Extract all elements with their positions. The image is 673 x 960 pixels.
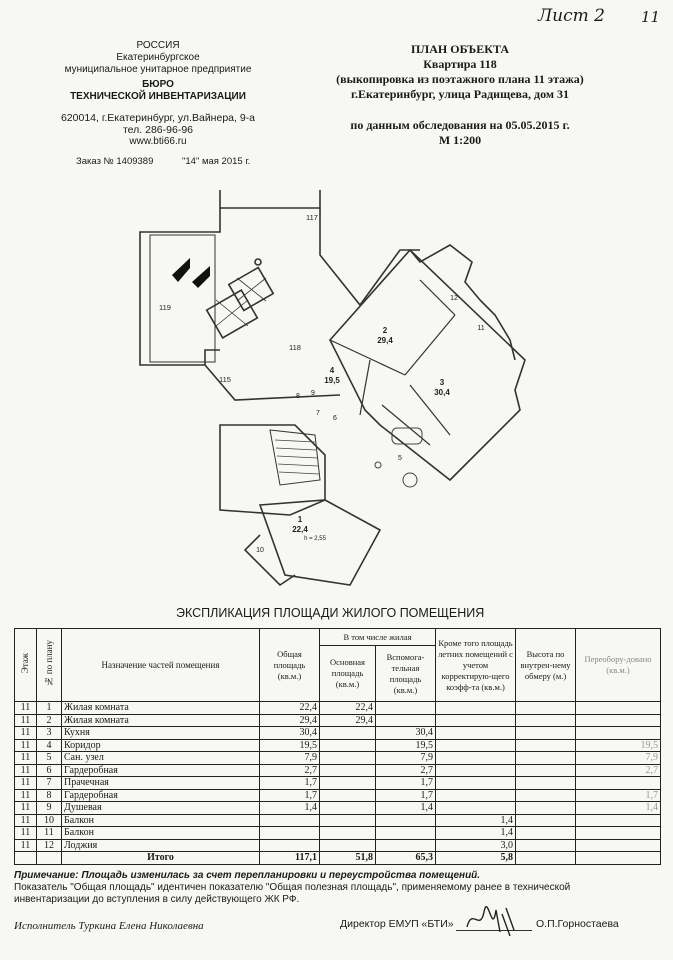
- room-9-label: 9: [311, 390, 315, 397]
- room-2-number: 2: [382, 326, 388, 335]
- stair-treads: [275, 440, 319, 474]
- cell-plan-num: 12: [37, 839, 62, 852]
- explication-title: ЭКСПЛИКАЦИЯ ПЛОЩАДИ ЖИЛОГО ПОМЕЩЕНИЯ: [176, 606, 485, 620]
- cell-floor: 11: [15, 714, 37, 727]
- header-aux: Вспомога-тельная площадь (кв.м.): [376, 646, 436, 702]
- cell-plan-num: 5: [37, 752, 62, 765]
- cell-floor: 11: [15, 764, 37, 777]
- total-area: 117,1: [260, 852, 320, 865]
- plan-source: (выкопировка из поэтажного плана 11 этажа): [336, 72, 584, 86]
- table-row: [15, 752, 661, 765]
- room-118-label: 118: [289, 343, 301, 352]
- header-except: Кроме того площадь летних помещений с учетом корректирую-щего коэфф-та (кв.м.): [436, 629, 516, 702]
- cell-except: 1,4: [436, 827, 516, 840]
- shower-icon: [403, 473, 417, 487]
- balcony-outline: [480, 300, 515, 360]
- room-3-area: 30,4: [434, 388, 450, 397]
- cell-purpose: Балкон: [62, 827, 260, 840]
- page-number: 11: [641, 8, 661, 26]
- cell-floor: 11: [15, 814, 37, 827]
- bathtub-icon: [392, 428, 422, 444]
- org-city: Екатеринбургское: [116, 52, 200, 63]
- cell-floor: 11: [15, 839, 37, 852]
- cell-except: 3,0: [436, 839, 516, 852]
- org-name-2: ТЕХНИЧЕСКОЙ ИНВЕНТАРИЗАЦИИ: [70, 91, 246, 102]
- header-main: Основная площадь (кв.м.): [320, 646, 376, 702]
- table-row: [15, 727, 661, 740]
- cell-height: [516, 827, 576, 840]
- wall-outline: [140, 208, 220, 365]
- room-119-label: 119: [159, 303, 171, 312]
- cell-purpose: Коридор: [62, 739, 260, 752]
- footer-text-2: инвентаризации до вступления в силу действующего ЖК РФ.: [14, 894, 300, 905]
- cell-rebuilt: 1,7: [576, 789, 661, 802]
- cell-main: [320, 839, 376, 852]
- apartment-outline: [330, 250, 525, 480]
- plan-scale: М 1:200: [438, 133, 482, 147]
- sink-icon: [375, 462, 381, 468]
- cell-floor: 11: [15, 702, 37, 715]
- cell-plan-num: 4: [37, 739, 62, 752]
- cell-except: [436, 777, 516, 790]
- table-row: [15, 714, 661, 727]
- cell-main: [320, 789, 376, 802]
- cell-purpose: Лоджия: [62, 839, 260, 852]
- table-row: [15, 702, 661, 715]
- table-row: [15, 839, 661, 852]
- cell-total: [260, 839, 320, 852]
- cell-rebuilt: [576, 714, 661, 727]
- cell-floor: 11: [15, 827, 37, 840]
- room-1-area: 22,4: [292, 525, 308, 534]
- total-label: Итого: [62, 852, 260, 865]
- cell-rebuilt: 7,9: [576, 752, 661, 765]
- total-aux: 65,3: [376, 852, 436, 865]
- cell-total: 2,7: [260, 764, 320, 777]
- cell-except: [436, 739, 516, 752]
- cell-aux: [376, 839, 436, 852]
- cell-total: [260, 814, 320, 827]
- cell-main: [320, 802, 376, 815]
- org-address: 620014, г.Екатеринбург, ул.Вайнера, 9-а: [60, 112, 256, 124]
- cell-plan-num: 6: [37, 764, 62, 777]
- cell-except: [436, 789, 516, 802]
- shaft-marker: [255, 259, 261, 265]
- cell-except: [436, 702, 516, 715]
- room-3-number: 3: [439, 378, 445, 387]
- cell-plan-num: 11: [37, 827, 62, 840]
- cell-aux: 19,5: [376, 739, 436, 752]
- cell-total: 1,4: [260, 802, 320, 815]
- cell-height: [516, 802, 576, 815]
- cell-main: 22,4: [320, 702, 376, 715]
- cell-height: [516, 714, 576, 727]
- cell-rebuilt: 2,7: [576, 764, 661, 777]
- cell-purpose: Жилая комната: [62, 702, 260, 715]
- cell-rebuilt: [576, 814, 661, 827]
- cell-plan-num: 10: [37, 814, 62, 827]
- header-total: Общая площадь (кв.м.): [260, 629, 320, 702]
- partition: [360, 360, 370, 415]
- plan-header: [300, 42, 620, 148]
- cell-plan-num: 2: [37, 714, 62, 727]
- header-purpose: Назначение частей помещения: [62, 629, 260, 702]
- cell-height: [516, 839, 576, 852]
- cell-plan-num: 3: [37, 727, 62, 740]
- org-phone: тел. 286-96-96: [122, 124, 193, 136]
- cell-purpose: Кухня: [62, 727, 260, 740]
- header-plan-num: № по плану: [37, 629, 62, 702]
- table-row: [15, 802, 661, 815]
- cell-main: [320, 739, 376, 752]
- header-rebuilt: Переобору-довано (кв.м.): [576, 629, 661, 702]
- cell-floor: 11: [15, 802, 37, 815]
- org-site: www.bti66.ru: [129, 136, 187, 147]
- room-5-label: 5: [398, 455, 402, 462]
- room-1-height: h = 2,55: [304, 536, 326, 542]
- cell-main: 29,4: [320, 714, 376, 727]
- cell-height: [516, 739, 576, 752]
- cell-total: 1,7: [260, 789, 320, 802]
- cell-height: [516, 814, 576, 827]
- cell-main: [320, 814, 376, 827]
- partition: [382, 405, 430, 445]
- cell-floor: 11: [15, 789, 37, 802]
- cell-purpose: Гардеробная: [62, 789, 260, 802]
- floor-plan-drawing: [120, 190, 540, 590]
- cell-rebuilt: [576, 727, 661, 740]
- cell-rebuilt: 1,4: [576, 802, 661, 815]
- loggia-outline: [410, 245, 480, 300]
- order-date: "14" мая 2015 г.: [182, 156, 251, 167]
- cell-purpose: Гардеробная: [62, 764, 260, 777]
- signer-name: О.П.Горностаева: [536, 918, 619, 930]
- cell-rebuilt: 19,5: [576, 739, 661, 752]
- total-except: 5,8: [436, 852, 516, 865]
- room-11-label: 11: [477, 325, 485, 332]
- header-floor: Этаж: [15, 629, 37, 702]
- director-label: Директор ЕМУП «БТИ»: [340, 918, 454, 930]
- cell-total: [260, 827, 320, 840]
- cell-height: [516, 702, 576, 715]
- cell-height: [516, 764, 576, 777]
- cell-except: [436, 714, 516, 727]
- cell-purpose: Душевая: [62, 802, 260, 815]
- cell-main: [320, 764, 376, 777]
- cell-aux: 2,7: [376, 764, 436, 777]
- footer-text-1: Показатель "Общая площадь" идентичен показателю "Общая полезная площадь", применяемому ранее в технической: [14, 882, 571, 893]
- room-7-label: 7: [316, 410, 320, 417]
- cell-main: [320, 752, 376, 765]
- executor: Исполнитель Туркина Елена Николаевна: [14, 920, 204, 932]
- signature-scribble: [462, 902, 522, 942]
- cell-floor: 11: [15, 752, 37, 765]
- cell-main: [320, 727, 376, 740]
- footer-notes: [14, 870, 664, 906]
- vent-markings: [172, 258, 210, 288]
- cell-except: [436, 802, 516, 815]
- cell-main: [320, 827, 376, 840]
- cell-purpose: Прачечная: [62, 777, 260, 790]
- cell-aux: 7,9: [376, 752, 436, 765]
- room-8-label: 8: [296, 393, 300, 400]
- room-115-label: 115: [219, 375, 231, 384]
- cell-aux: [376, 827, 436, 840]
- elevator-shaft: [207, 290, 258, 338]
- table-row: [15, 814, 661, 827]
- table-row: [15, 739, 661, 752]
- flat-number: Квартира 118: [423, 57, 497, 71]
- cell-aux: [376, 702, 436, 715]
- cell-total: 7,9: [260, 752, 320, 765]
- cell-aux: [376, 714, 436, 727]
- explication-table: [14, 628, 661, 865]
- cell-height: [516, 777, 576, 790]
- cell-total: 22,4: [260, 702, 320, 715]
- sheet-label: Лист 2: [538, 6, 605, 26]
- cell-except: [436, 727, 516, 740]
- partition: [330, 340, 405, 375]
- cell-total: 1,7: [260, 777, 320, 790]
- room-2-area: 29,4: [377, 336, 393, 345]
- partition: [405, 315, 455, 375]
- cell-aux: 1,7: [376, 777, 436, 790]
- cell-aux: 1,7: [376, 789, 436, 802]
- balcony-10-outline: [245, 535, 295, 585]
- cell-height: [516, 789, 576, 802]
- cell-total: 19,5: [260, 739, 320, 752]
- cell-except: [436, 752, 516, 765]
- cell-floor: 11: [15, 727, 37, 740]
- survey-date: по данным обследования на 05.05.2015 г.: [350, 118, 570, 132]
- cell-total: 30,4: [260, 727, 320, 740]
- header-incl: В том числе жилая: [320, 629, 436, 646]
- cell-except: [436, 764, 516, 777]
- total-main: 51,8: [320, 852, 376, 865]
- cell-main: [320, 777, 376, 790]
- room-1-outline: [260, 500, 380, 585]
- cell-plan-num: 9: [37, 802, 62, 815]
- wall-outline: [220, 190, 320, 208]
- explication-table-wrap: [14, 628, 661, 865]
- room-6-label: 6: [333, 415, 337, 422]
- cell-plan-num: 1: [37, 702, 62, 715]
- cell-aux: 30,4: [376, 727, 436, 740]
- cell-height: [516, 727, 576, 740]
- cell-purpose: Сан. узел: [62, 752, 260, 765]
- plan-title: ПЛАН ОБЪЕКТА: [410, 42, 510, 56]
- total-row: [15, 852, 661, 865]
- cell-rebuilt: [576, 777, 661, 790]
- footer-note: Примечание: Площадь изменилась за счет перепланировки и переустройства помещений.: [14, 870, 481, 881]
- room-1-number: 1: [297, 515, 303, 524]
- cell-rebuilt: [576, 827, 661, 840]
- object-address: г.Екатеринбург, улица Радищева, дом 31: [350, 87, 570, 101]
- cell-plan-num: 8: [37, 789, 62, 802]
- cell-rebuilt: [576, 839, 661, 852]
- org-country: РОССИЯ: [136, 40, 180, 51]
- table-row: [15, 777, 661, 790]
- table-row: [15, 789, 661, 802]
- room-117-label: 117: [306, 213, 318, 222]
- table-row: [15, 764, 661, 777]
- header-height: Высота по внутрен-нему обмеру (м.): [516, 629, 576, 702]
- table-row: [15, 827, 661, 840]
- cell-floor: 11: [15, 777, 37, 790]
- order-number: Заказ № 1409389: [76, 156, 154, 167]
- room-10-label: 10: [256, 547, 264, 554]
- cell-purpose: Жилая комната: [62, 714, 260, 727]
- cell-purpose: Балкон: [62, 814, 260, 827]
- cell-aux: 1,4: [376, 802, 436, 815]
- org-type: муниципальное унитарное предприятие: [64, 64, 252, 75]
- cell-except: 1,4: [436, 814, 516, 827]
- room-12-label: 12: [450, 295, 458, 302]
- org-name-1: БЮРО: [142, 79, 174, 90]
- cell-floor: 11: [15, 739, 37, 752]
- cell-plan-num: 7: [37, 777, 62, 790]
- room-4-area: 19,5: [324, 376, 340, 385]
- room-4-number: 4: [329, 366, 335, 375]
- cell-aux: [376, 814, 436, 827]
- cell-total: 29,4: [260, 714, 320, 727]
- cell-height: [516, 752, 576, 765]
- cell-rebuilt: [576, 702, 661, 715]
- floor-plan: [120, 190, 540, 590]
- organization-block: [48, 40, 268, 148]
- stair-core-outline: [150, 235, 215, 362]
